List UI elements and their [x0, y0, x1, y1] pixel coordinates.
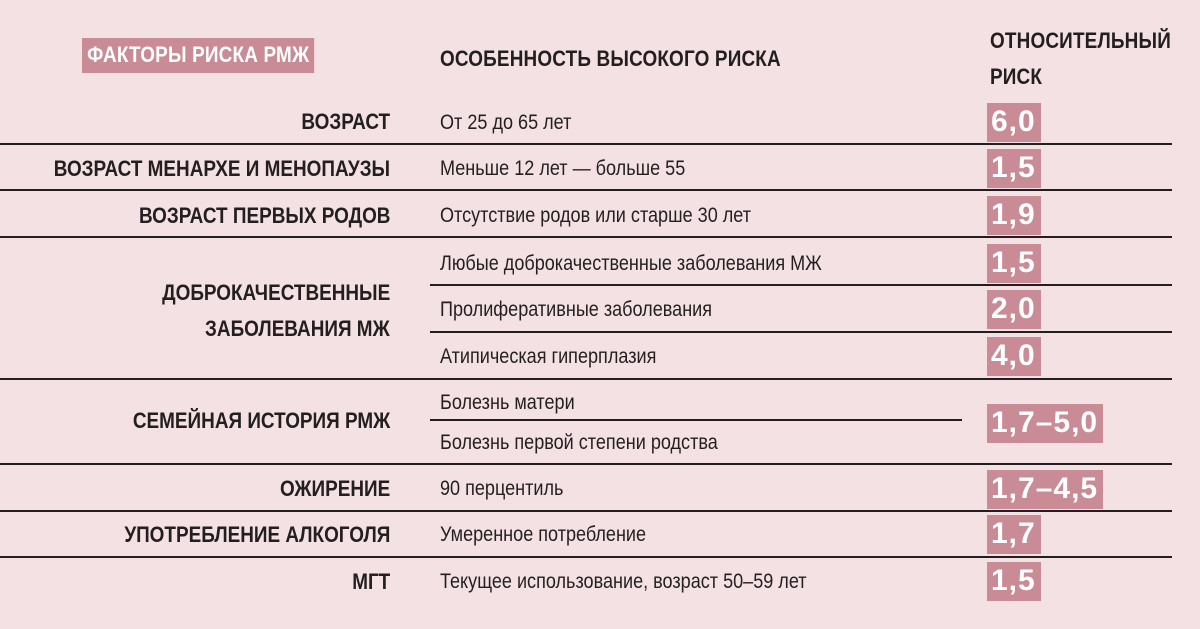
feature-text: От 25 до 65 лет: [440, 111, 572, 134]
feature-column-title: ОСОБЕННОСТЬ ВЫСОКОГО РИСКА: [440, 46, 781, 71]
table-header-factors: [82, 44, 314, 66]
factors-column-title: ФАКТОРЫ РИСКА РМЖ: [82, 38, 314, 73]
feature-text: 90 перцентиль: [440, 477, 564, 500]
row-divider: [0, 143, 1172, 145]
risk-column-title-line1: ОТНОСИТЕЛЬНЫЙ: [990, 28, 1171, 53]
risk-badge: 6,0: [987, 103, 1041, 142]
feature-text: Любые доброкачественные заболевания МЖ: [440, 252, 822, 275]
feature-text: Болезнь матери: [440, 391, 575, 414]
feature-text: Текущее использование, возраст 50–59 лет: [440, 570, 807, 593]
factor-label: ВОЗРАСТ: [301, 109, 390, 134]
row-divider: [0, 189, 1172, 191]
risk-badge: 1,7–5,0: [987, 404, 1103, 443]
factor-label-line2: ЗАБОЛЕВАНИЯ МЖ: [205, 316, 390, 341]
feature-text: Пролиферативные заболевания: [440, 298, 713, 321]
row-divider: [0, 510, 1172, 512]
risk-badge: 1,5: [987, 562, 1041, 601]
feature-text: Меньше 12 лет — больше 55: [440, 157, 686, 180]
sub-row-divider: [430, 284, 1172, 286]
feature-text: Болезнь первой степени родства: [440, 431, 718, 454]
feature-text: Умеренное потребление: [440, 523, 647, 546]
risk-badge: 4,0: [987, 337, 1041, 376]
factor-label: МГТ: [351, 569, 390, 594]
risk-badge: 1,5: [987, 244, 1041, 283]
factor-label: УПОТРЕБЛЕНИЕ АЛКОГОЛЯ: [123, 522, 390, 547]
factor-label: ОЖИРЕНИЕ: [279, 476, 390, 501]
risk-badge: 1,7–4,5: [987, 470, 1103, 509]
risk-badge: 1,9: [987, 196, 1041, 235]
row-divider: [0, 463, 1172, 465]
risk-badge: 1,5: [987, 149, 1041, 188]
feature-text: Атипическая гиперплазия: [440, 345, 657, 368]
factor-label-line1: ДОБРОКАЧЕСТВЕННЫЕ: [161, 280, 390, 305]
risk-badge: 2,0: [987, 290, 1041, 329]
feature-text: Отсутствие родов или старше 30 лет: [440, 204, 752, 227]
sub-row-divider: [430, 419, 962, 421]
sub-row-divider: [430, 331, 1172, 333]
row-divider: [0, 378, 1172, 380]
risk-column-title-line2: РИСК: [990, 64, 1043, 89]
factor-label: ВОЗРАСТ ПЕРВЫХ РОДОВ: [138, 203, 390, 228]
row-divider: [0, 556, 1172, 558]
factor-label: СЕМЕЙНАЯ ИСТОРИЯ РМЖ: [132, 408, 390, 433]
risk-badge: 1,7: [987, 515, 1041, 554]
factor-label: ВОЗРАСТ МЕНАРХЕ И МЕНОПАУЗЫ: [53, 156, 390, 181]
row-divider: [0, 236, 1172, 238]
